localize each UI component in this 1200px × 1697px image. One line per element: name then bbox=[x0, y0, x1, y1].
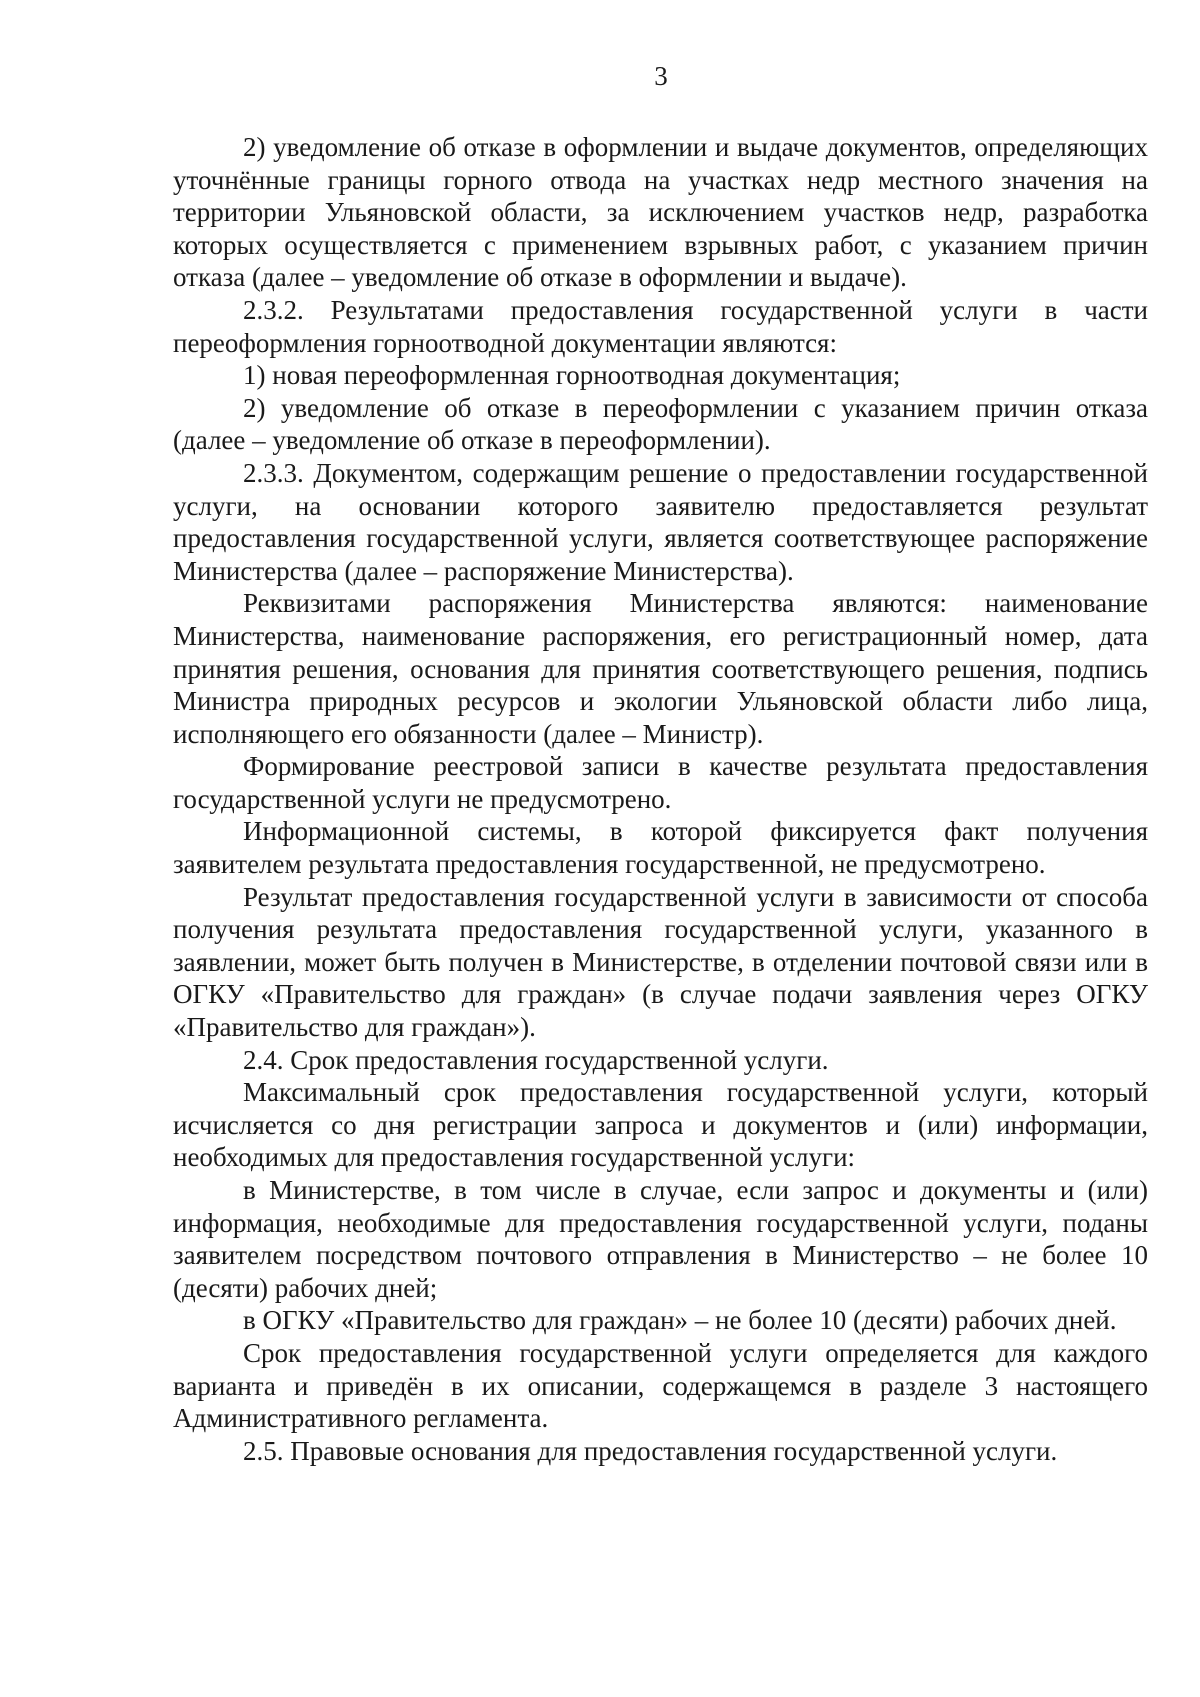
paragraph-2-4-heading: 2.4. Срок предоставления государственной услуги. bbox=[243, 1044, 829, 1075]
paragraph-term-variant: Срок предоставления государственной услуги определяется для каждого варианта и приведён в их описании, содержащемся в разделе 3 настоящего Административного регламента. bbox=[173, 1337, 1148, 1434]
paragraph-notice-refusal-issue: 2) уведомление об отказе в оформлении и выдаче документов, определяющих уточнённые границы горного отвода на участках недр местного значения на территории Ульяновской области, за исключением участков недр, разработка которых осуществляется с применением взрывных работ, с указанием причин отказа (далее – уведомление об отказе в оформлении и выдаче). bbox=[173, 132, 1148, 293]
paragraph-term-ministry: в Министерстве, в том числе в случае, если запрос и документы и (или) информация, необходимые для предоставления государственной услуги, поданы заявителем посредством почтового отправления в Министерство – не более 10 (десяти) рабочих дней; bbox=[173, 1175, 1148, 1303]
paragraph-notice-refusal-reissue: 2) уведомление об отказе в переоформлении с указанием причин отказа (далее – уведомление об отказе в переоформлении). bbox=[173, 392, 1148, 456]
document-body bbox=[173, 131, 1148, 1467]
paragraph-order-details: Реквизитами распоряжения Министерства являются: наименование Министерства, наименование распоряжения, его регистрационный номер, дата принятия решения, основания для принятия соответствующего решения, подпись Министра природных ресурсов и экологии Ульяновской области либо лица, исполняющего его обязанности (далее – Министр). bbox=[173, 588, 1148, 749]
page-number: 3 bbox=[654, 61, 668, 91]
paragraph-2-3-2: 2.3.2. Результатами предоставления государственной услуги в части переоформления горноотводной документации являются: bbox=[173, 294, 1148, 358]
paragraph-max-term: Максимальный срок предоставления государственной услуги, который исчисляется со дня регистрации запроса и документов и (или) информации, необходимых для предоставления государственной услуги: bbox=[173, 1077, 1148, 1173]
paragraph-term-ogku: в ОГКУ «Правительство для граждан» – не более 10 (десяти) рабочих дней. bbox=[243, 1305, 1117, 1336]
paragraph-registry-record: Формирование реестровой записи в качестве результата предоставления государственной услуги не предусмотрено. bbox=[173, 751, 1148, 814]
paragraph-2-3-3: 2.3.3. Документом, содержащим решение о предоставлении государственной услуги, на основании которого заявителю предоставляется результат предоставления государственной услуги, является соответствующее распоряжение Министерства (далее – распоряжение Министерства). bbox=[173, 457, 1148, 586]
paragraph-2-5-heading: 2.5. Правовые основания для предоставления государственной услуги. bbox=[243, 1435, 1058, 1466]
paragraph-result-delivery: Результат предоставления государственной услуги в зависимости от способа получения результата предоставления государственной услуги, указанного в заявлении, может быть получен в Министерстве, в отделении почтовой связи или в ОГКУ «Правительство для граждан» (в случае подачи заявления через ОГКУ «Правительство для граждан»). bbox=[173, 881, 1148, 1043]
paragraph-information-system: Информационной системы, в которой фиксируется факт получения заявителем результата предоставления государственной, не предусмотрено. bbox=[173, 816, 1148, 880]
paragraph-new-documentation: 1) новая переоформленная горноотводная документация; bbox=[243, 360, 901, 391]
